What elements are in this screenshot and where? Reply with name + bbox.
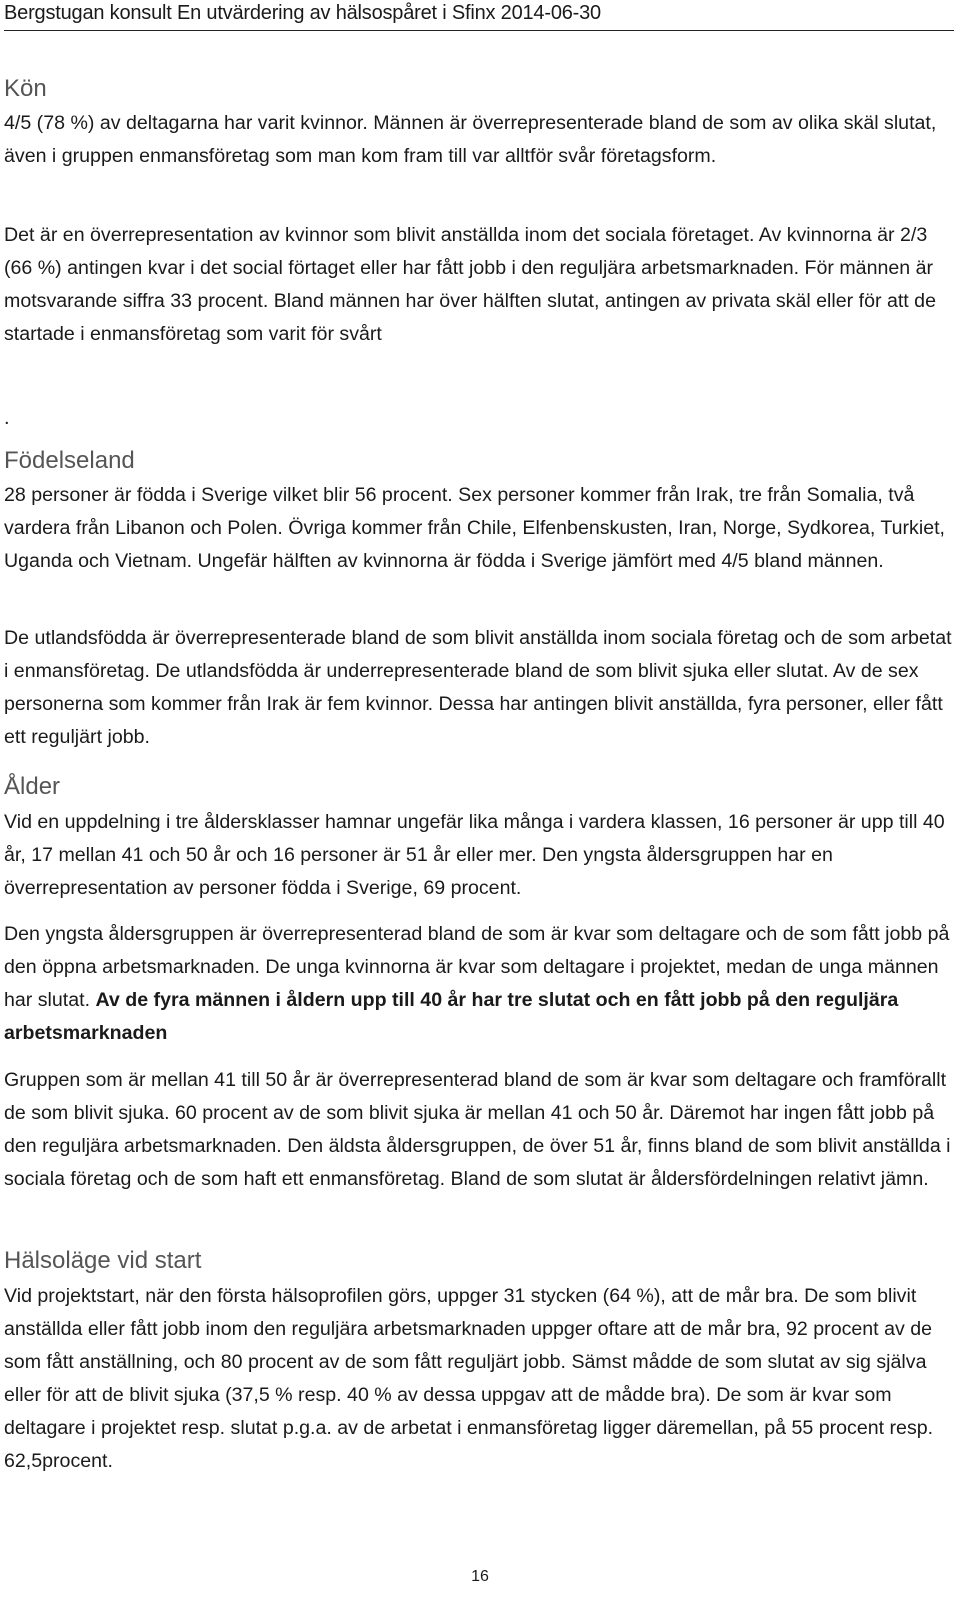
paragraph-alder-2-plain: Den yngsta åldersgruppen är överrepresenterad bland de som är kvar som deltagare och de som fått jobb på den öppna arbetsmarknaden. De unga kvinnorna är kvar som deltagare i projektet, medan de unga männen har slutat. bbox=[4, 923, 950, 1011]
section-heading-alder: Ålder bbox=[4, 773, 61, 800]
paragraph-kon-2: Det är en överrepresentation av kvinnor som blivit anställda inom det sociala företaget. Av kvinnorna är 2/3 (66 %) antingen kvar i det social förtaget eller har fått jobb i den reguljära arbetsmarknaden. För männen är motsvarande siffra 33 procent. Bland männen har över hälften slutat, antingen av privata skäl eller för att de startade i enmansföretag som varit för svårt bbox=[4, 224, 936, 345]
running-header: Bergstugan konsult En utvärdering av hälsospåret i Sfinx 2014-06-30 bbox=[4, 0, 954, 31]
paragraph-alder-3: Gruppen som är mellan 41 till 50 år är överrepresenterad bland de som är kvar som deltagare och framförallt de som blivit sjuka. 60 procent av de som blivit sjuka är mellan 41 och 50 år. Däremot har ingen fått jobb på den reguljära arbetsmarknaden. Den äldsta åldersgruppen, de över 51 år, finns bland de som blivit anställda i sociala företag och de som haft ett enmansföretag. Bland de som slutat är åldersfördelningen relativt jämn. bbox=[4, 1069, 951, 1190]
page-number: 16 bbox=[471, 1568, 489, 1585]
paragraph-fodelseland-1: 28 personer är födda i Sverige vilket blir 56 procent. Sex personer kommer från Irak, tre från Somalia, två vardera från Libanon och Polen. Övriga kommer från Chile, Elfenbenskusten, Iran, Norge, Sydkorea, Turkiet, Uganda och Vietnam. Ungefär hälften av kvinnorna är födda i Sverige jämfört med 4/5 bland männen. bbox=[4, 484, 945, 572]
section-heading-halsolage: Hälsoläge vid start bbox=[4, 1247, 202, 1274]
paragraph-kon-1: 4/5 (78 %) av deltagarna har varit kvinnor. Männen är överrepresenterade bland de som av olika skäl slutat, även i gruppen enmansföretag som man kom fram till var alltför svår företagsform. bbox=[4, 112, 937, 167]
paragraph-fodelseland-2: De utlandsfödda är överrepresenterade bland de som blivit anställda inom sociala företag och de som arbetat i enmansföretag. De utlandsfödda är underrepresenterade bland de som blivit sjuka eller slutat. Av de sex personerna som kommer från Irak är fem kvinnor. Dessa har antingen blivit anställda, fyra personer, eller fått ett reguljärt jobb. bbox=[4, 627, 952, 748]
paragraph-alder-2 bbox=[4, 918, 952, 1050]
stray-period: . bbox=[4, 407, 10, 429]
paragraph-alder-2-bold: Av de fyra männen i åldern upp till 40 år har tre slutat och en fått jobb på den reguljära arbetsmarknaden bbox=[4, 989, 899, 1044]
paragraph-alder-1: Vid en uppdelning i tre åldersklasser hamnar ungefär lika många i vardera klassen, 16 personer är upp till 40 år, 17 mellan 41 och 50 år och 16 personer är 51 år eller mer. Den yngsta åldersgruppen har en överrepresentation av personer födda i Sverige, 69 procent. bbox=[4, 811, 945, 899]
section-heading-kon: Kön bbox=[4, 75, 47, 102]
section-heading-fodelseland: Födelseland bbox=[4, 447, 135, 474]
paragraph-halsolage-1: Vid projektstart, när den första hälsoprofilen görs, uppger 31 stycken (64 %), att de mår bra. De som blivit anställda eller fått jobb inom den reguljära arbetsmarknaden uppger oftare att de mår bra, 92 procent av de som fått anställning, och 80 procent av de som fått reguljärt jobb. Sämst mådde de som slutat av sig själva eller för att de blivit sjuka (37,5 % resp. 40 % av dessa uppgav att de mådde bra). De som är kvar som deltagare i projektet resp. slutat p.g.a. av de arbetat i enmansföretag ligger däremellan, på 55 procent resp. 62,5procent. bbox=[4, 1285, 934, 1472]
